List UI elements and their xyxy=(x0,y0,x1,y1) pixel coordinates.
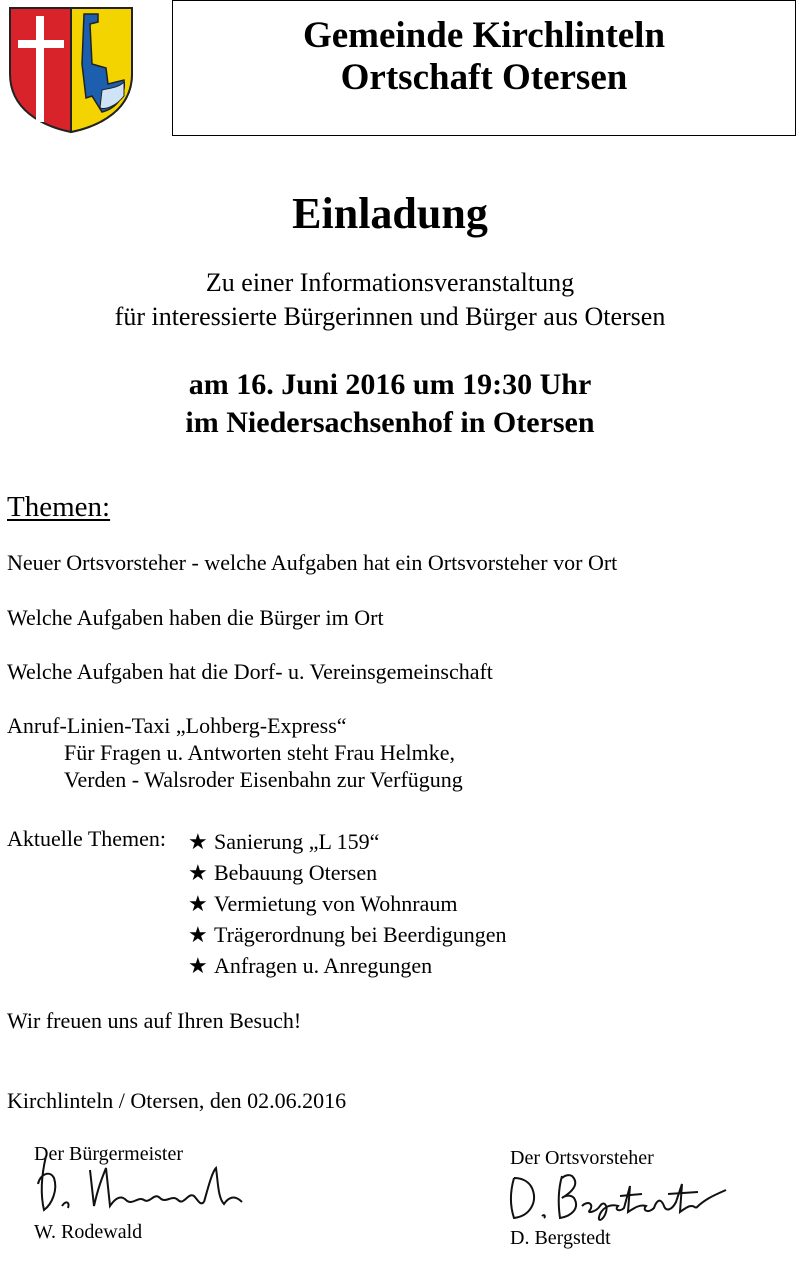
star-icon: ★ xyxy=(188,953,208,978)
chair-signature xyxy=(500,1166,740,1226)
closing-text: Wir freuen uns auf Ihren Besuch! xyxy=(7,1008,302,1033)
chair-name: D. Bergstedt xyxy=(510,1227,611,1249)
intro-text xyxy=(0,266,780,334)
list-item: ★ Anfragen u. Anregungen xyxy=(188,950,506,981)
mayor-signature xyxy=(28,1148,258,1228)
star-icon: ★ xyxy=(188,860,208,885)
star-icon: ★ xyxy=(188,829,208,854)
event-date-time: am 16. Juni 2016 um 19:30 Uhr xyxy=(188,368,592,401)
topic-item: Neuer Ortsvorsteher - welche Aufgaben hat ein Ortsvorsteher vor Ort xyxy=(7,550,618,575)
event-info xyxy=(0,366,780,442)
topic-item: Welche Aufgaben haben die Bürger im Ort xyxy=(7,605,384,630)
place-date: Kirchlinteln / Otersen, den 02.06.2016 xyxy=(7,1088,347,1113)
current-topics-list xyxy=(188,826,506,981)
intro-line-2: für interessierte Bürgerinnen und Bürger aus Otersen xyxy=(114,302,666,331)
chair-role: Der Ortsvorsteher xyxy=(510,1147,654,1169)
coat-of-arms xyxy=(6,4,136,134)
list-item: ★ Bebauung Otersen xyxy=(188,857,506,888)
municipality-name: Gemeinde Kirchlinteln xyxy=(302,15,666,56)
taxi-detail: Für Fragen u. Antworten steht Frau Helmke, xyxy=(64,740,456,765)
page-title: Einladung xyxy=(292,189,488,238)
header-box xyxy=(172,0,796,136)
list-item: ★ Trägerordnung bei Beerdigungen xyxy=(188,919,506,950)
topic-item: Anruf-Linien-Taxi „Lohberg-Express“ xyxy=(7,713,347,738)
taxi-detail: Verden - Walsroder Eisenbahn zur Verfügung xyxy=(64,767,463,792)
topic-item: Welche Aufgaben hat die Dorf- u. Vereinsgemeinschaft xyxy=(7,659,493,684)
list-item: ★ Vermietung von Wohnraum xyxy=(188,888,506,919)
mayor-name: W. Rodewald xyxy=(34,1221,143,1243)
locality-name: Ortschaft Otersen xyxy=(340,57,628,98)
star-icon: ★ xyxy=(188,922,208,947)
mayor-role: Der Bürgermeister xyxy=(34,1143,184,1165)
coat-of-arms-icon xyxy=(6,4,136,134)
star-icon: ★ xyxy=(188,891,208,916)
intro-line-1: Zu einer Informationsveranstaltung xyxy=(205,268,575,297)
list-item: ★ Sanierung „L 159“ xyxy=(188,826,506,857)
topics-heading: Themen: xyxy=(7,491,111,523)
current-topics-label: Aktuelle Themen: xyxy=(7,826,167,851)
event-location: im Niedersachsenhof in Otersen xyxy=(185,406,595,439)
